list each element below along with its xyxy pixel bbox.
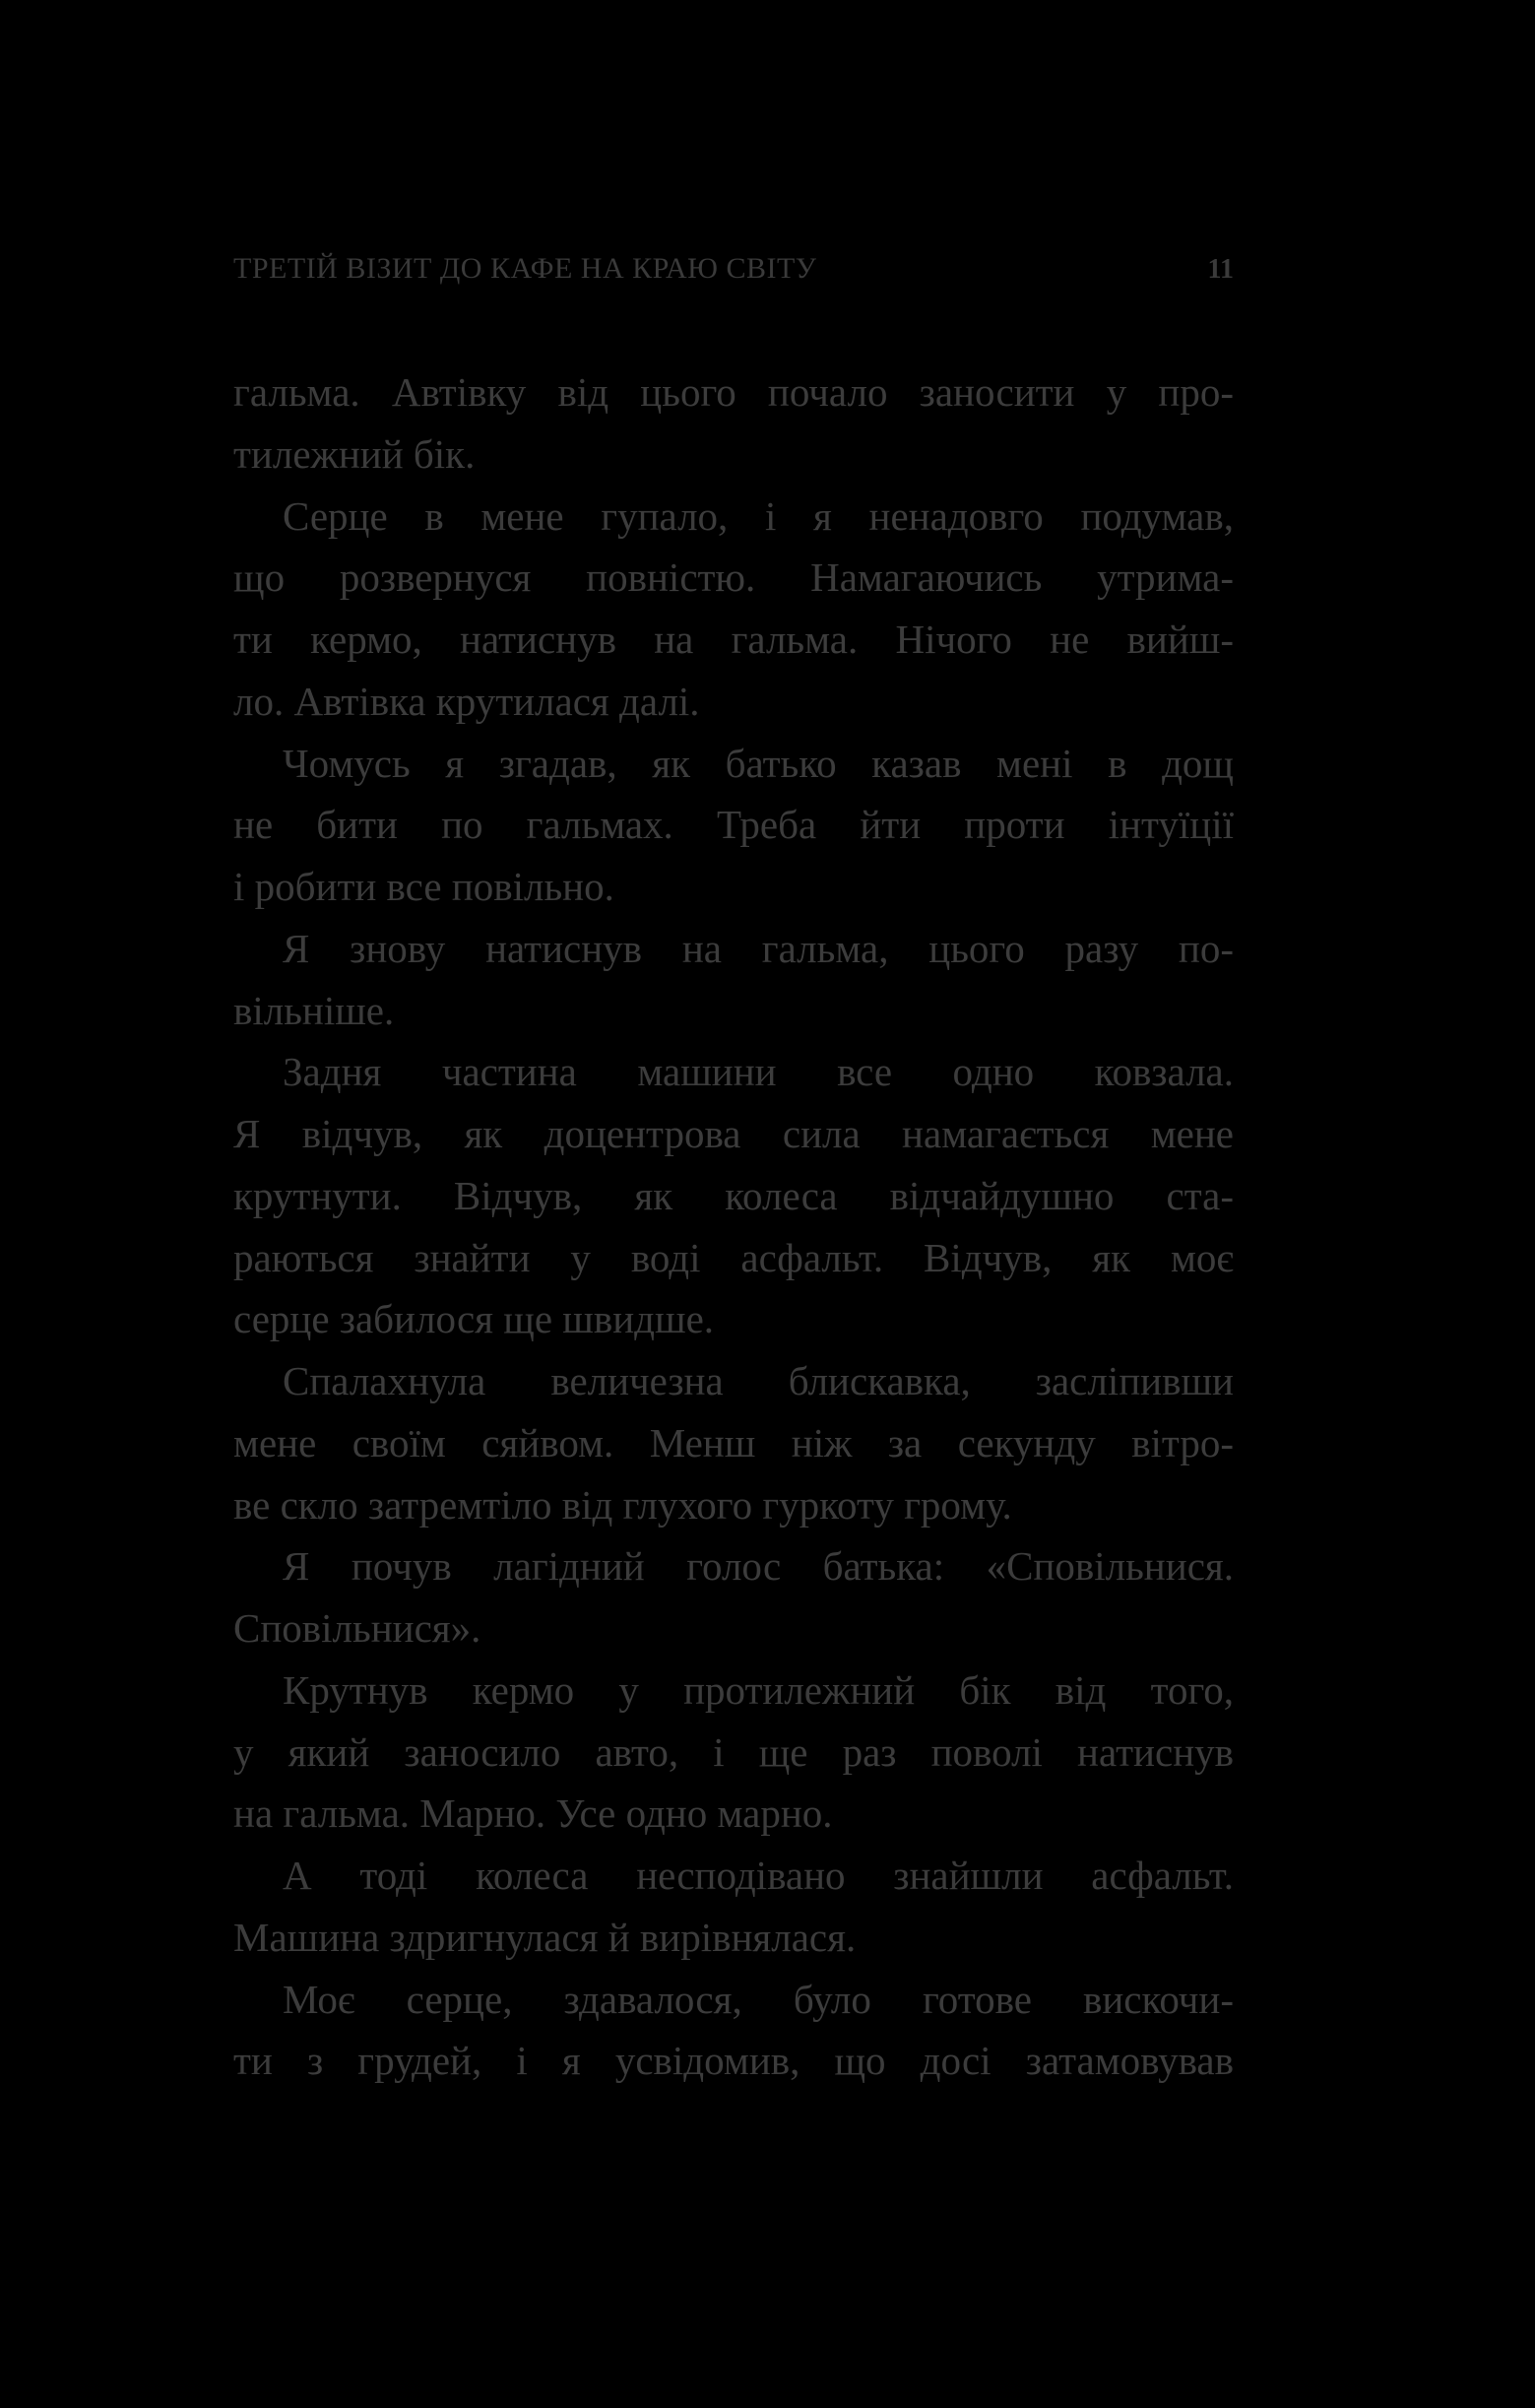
text-line: ти кермо, натиснув на гальма. Нічого не вийш-	[233, 617, 1234, 662]
text-line: мене своїм сяйвом. Менш ніж за секунду вітро-	[233, 1419, 1234, 1465]
text-line: Серце в мене гупало, і я ненадовго подумав,	[283, 492, 1234, 539]
text-line: Машина здригнулася й вирівнялася.	[233, 1914, 857, 1960]
text-line: у який заносило авто, і ще раз поволі натиснув	[233, 1728, 1234, 1775]
text-line: ве скло затремтіло від глухого гуркоту грому.	[233, 1481, 1012, 1528]
text-line: крутнути. Відчув, як колеса відчайдушно ста-	[233, 1172, 1234, 1218]
text-line: Задня частина машини все одно ковзала.	[283, 1049, 1234, 1095]
text-line: Крутнув кермо у протилежний бік від того,	[283, 1666, 1234, 1713]
text-line: Я почув лагідний голос батька: «Сповільнися.	[283, 1543, 1234, 1590]
text-line: що розвернуся повністю. Намагаючись утрима-	[233, 554, 1234, 601]
chapter-title: ТРЕТІЙ ВІЗИТ ДО КАФЕ НА КРАЮ СВІТУ	[233, 252, 817, 285]
text-line: Я знову натиснув на гальма, цього разу по-	[283, 925, 1234, 971]
text-line: серце забилося ще швидше.	[233, 1296, 715, 1342]
body-text	[233, 361, 1234, 2092]
text-line: Я відчув, як доцентрова сила намагається мене	[233, 1111, 1234, 1156]
text-line: тилежний бік.	[233, 430, 476, 477]
text-line: гальма. Автівку від цього почало заносити у про-	[233, 369, 1234, 415]
text-line: не бити по гальмах. Треба йти проти інтуїції	[233, 802, 1234, 848]
text-line: на гальма. Марно. Усе одно марно.	[233, 1790, 833, 1837]
text-line: Моє серце, здавалося, було готове вискочи-	[283, 1976, 1234, 2022]
text-line: Чомусь я згадав, як батько казав мені в дощ	[283, 740, 1234, 786]
text-line: Спалахнула величезна блискавка, засліпивши	[283, 1358, 1234, 1403]
text-line: Сповільнися».	[233, 1605, 481, 1651]
text-line: вільніше.	[233, 987, 395, 1033]
text-line: ло. Автівка крутилася далі.	[233, 678, 700, 724]
text-line: ти з грудей, і я усвідомив, що досі затамовував	[233, 2038, 1234, 2084]
running-header	[233, 252, 1234, 295]
text-line: А тоді колеса несподівано знайшли асфальт.	[283, 1853, 1234, 1898]
page-number: 11	[1207, 254, 1234, 285]
text-line: і робити все повільно.	[233, 864, 614, 909]
text-line: раються знайти у воді асфальт. Відчув, як моє	[233, 1234, 1234, 1280]
